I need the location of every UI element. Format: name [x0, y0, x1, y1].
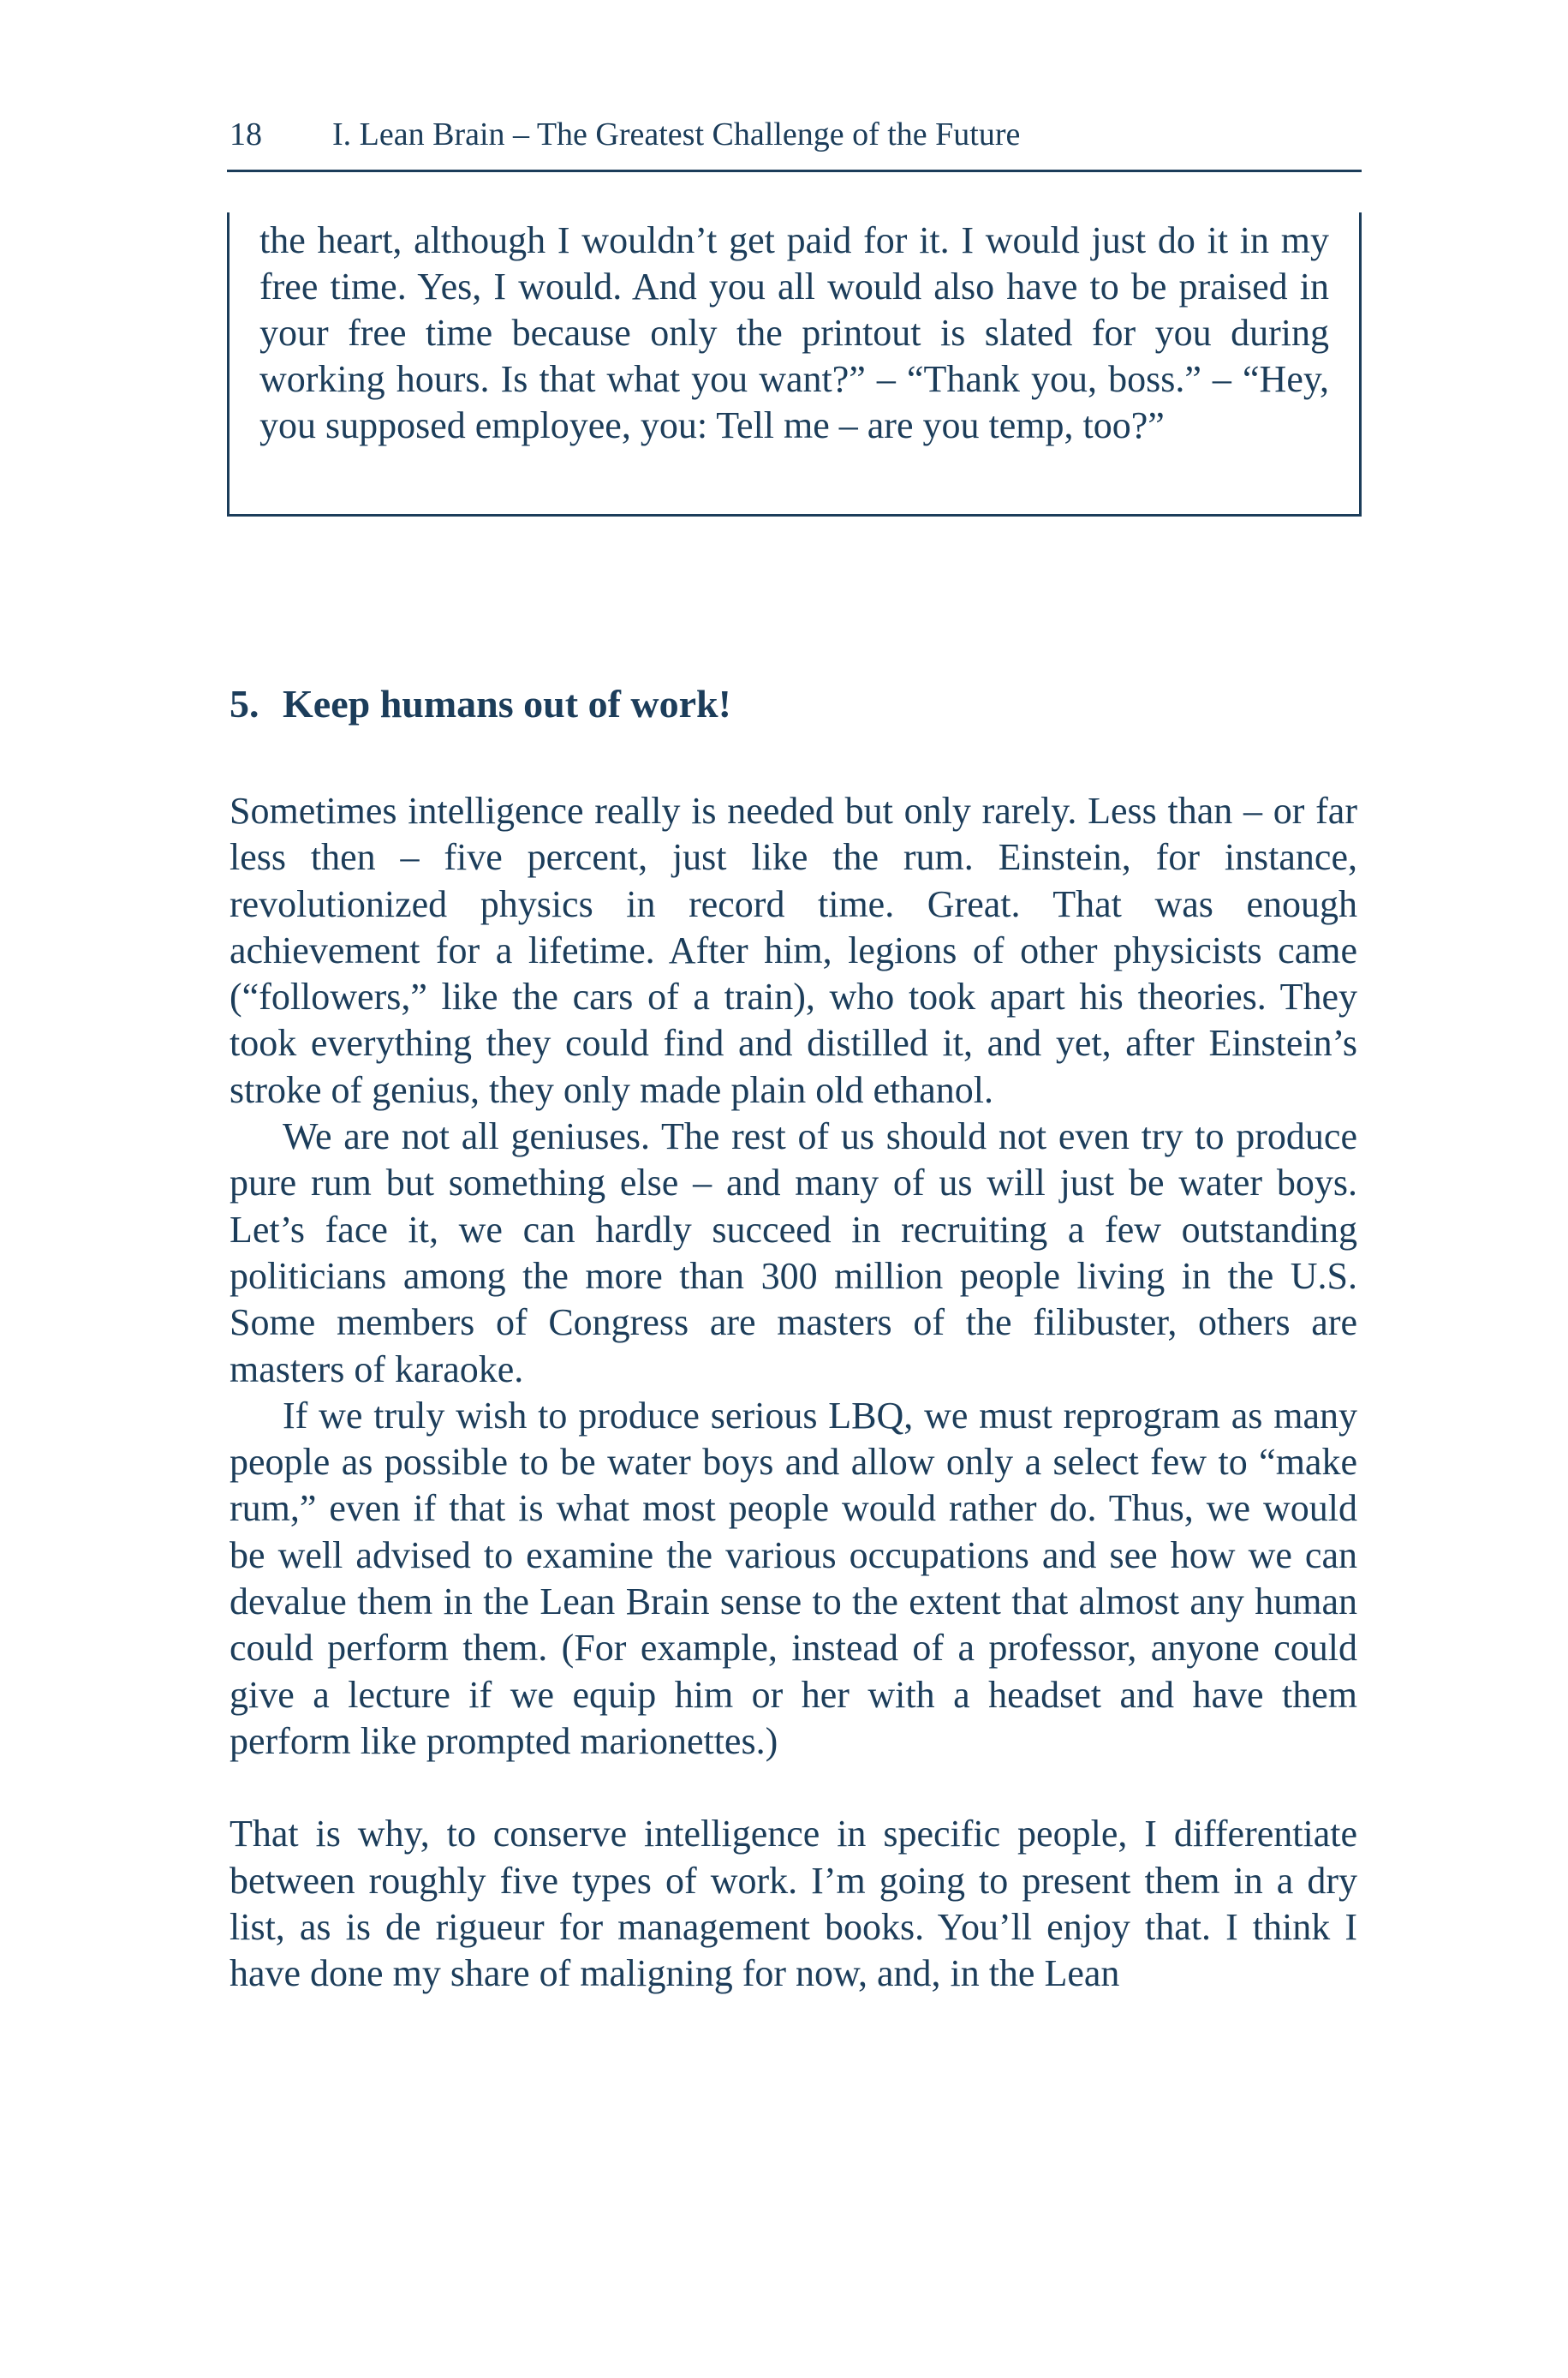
paragraph-3: If we truly wish to produce serious LBQ, we must reprogram as many people as possible to be water boys and allow only a select few to “make rum,” even if that is what most people would rather do. Thus, we would be well advised to examine the various occupations and see how we can devalue them in the Lean Brain sense to the extent that almost any human could perform them. (For example, instead of a professor, anyone could give a lecture if we equip him or her with a headset and have them perform like prompted marionettes.) — [230, 1394, 1357, 1762]
paragraph-2: We are not all geniuses. The rest of us should not even try to produce pure rum but something else – and many of us will just be water boys. Let’s face it, we can hardly succeed in recruiting a few outstanding politicians among the more than 300 million people living in the U.S. Some members of Congress are masters of the filibuster, others are masters of karaoke. — [230, 1115, 1357, 1390]
page-header — [227, 110, 1362, 172]
quote-box — [227, 212, 1362, 517]
section-number: 5. — [230, 682, 259, 726]
body-text — [230, 788, 1357, 1997]
paragraph-1: Sometimes intelligence really is needed but only rarely. Less than – or far less then – five percent, just like the rum. Einstein, for instance, revolutionized physics in record time. Great. That was enough achievement for a lifetime. After him, legions of other physicists came (“followers,” like the cars of a train), who took apart his theories. They took everything they could find and distilled it, and yet, after Einstein’s stroke of genius, they only made plain old ethanol. — [230, 790, 1357, 1111]
page-number: 18 — [230, 117, 262, 152]
running-head-title: I. Lean Brain – The Greatest Challenge of the Future — [332, 117, 1021, 152]
paragraph-4: That is why, to conserve intelligence in specific people, I differentiate between roughly five types of work. I’m going to present them in a dry list, as is de rigueur for management books. You’ll enjoy that. I think I have done my share of maligning for now, and, in the Lean — [230, 1813, 1357, 1995]
section-heading — [230, 678, 731, 730]
quote-text: the heart, although I wouldn’t get paid for it. I would just do it in my free time. Yes, I would. And you all would also have to be praised in your free time because only the printout is slated for you during working hours. Is that what you want?” – “Thank you, boss.” – “Hey, you supposed employee, you: Tell me – are you temp, too?” — [259, 219, 1329, 446]
section-title: Keep humans out of work! — [283, 682, 731, 726]
